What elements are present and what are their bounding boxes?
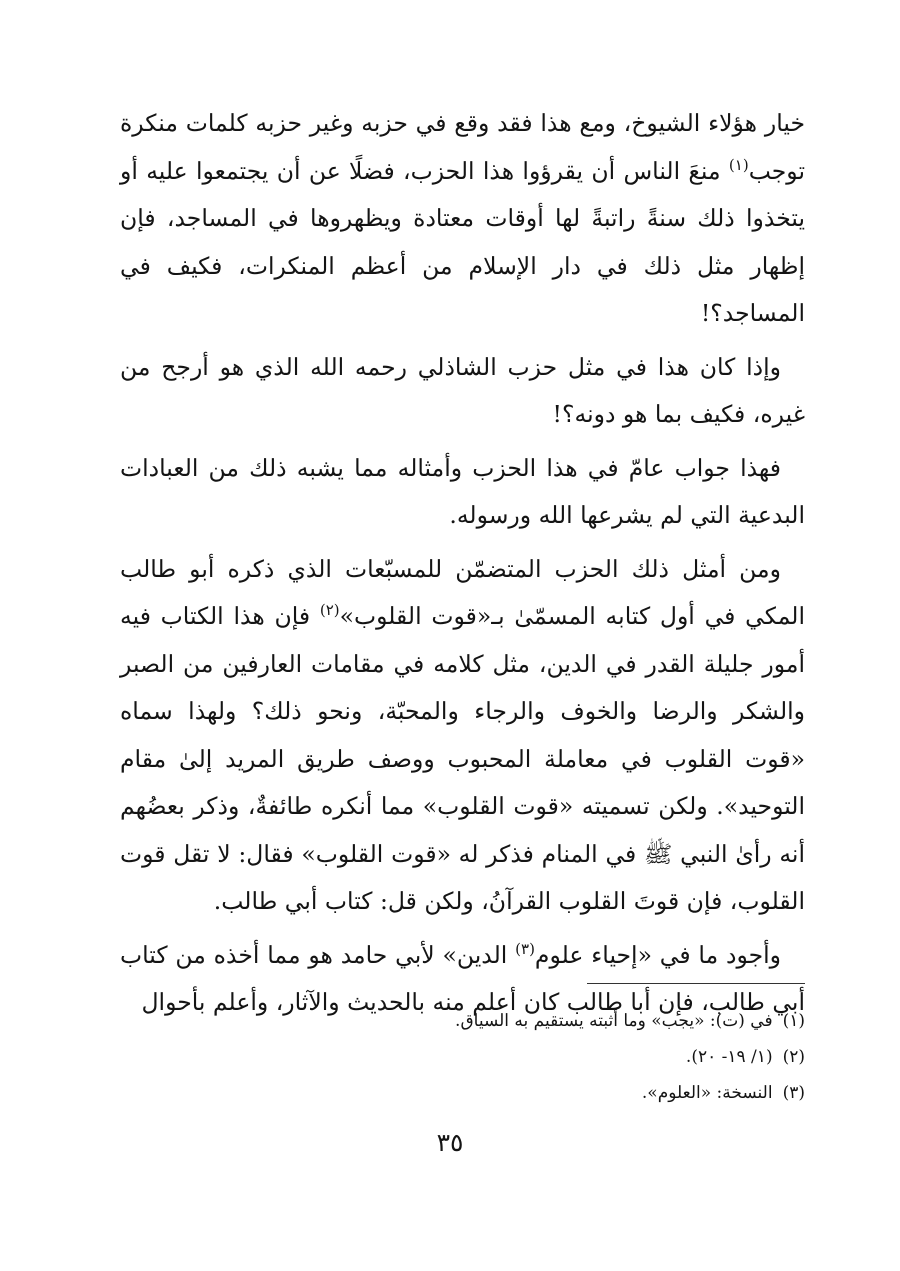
paragraph: [120, 445, 805, 540]
footnotes: [120, 1003, 805, 1111]
paragraph-text: فهذا جواب عامّ في هذا الحزب وأمثاله مما يشبه ذلك من العبادات البدعية التي لم يشرعها الله ورسوله.: [120, 453, 805, 529]
footnote-1: [120, 1003, 805, 1039]
paragraph-text: منعَ الناس أن يقرؤوا هذا الحزب، فضلًا عن أن يجتمعوا عليه أو يتخذوا ذلك سنةً راتبةً لها أوقات معتادة ويظهروها في المساجد، فإن إظهار مثل ذلك في دار الإسلام من أعظم المنكرات، فكيف في المساجد؟!: [120, 156, 805, 327]
footnote-number: (٣): [782, 1083, 805, 1103]
footnote-3: [120, 1075, 805, 1111]
paragraph: [120, 344, 805, 439]
footnote-marker: (٣): [515, 939, 535, 958]
footnote-text: (١/ ١٩- ٢٠).: [685, 1047, 773, 1067]
footnote-2: [120, 1039, 805, 1075]
footnote-divider: [587, 983, 805, 984]
paragraph-text: فإن هذا الكتاب فيه أمور جليلة القدر في الدين، مثل كلامه في مقامات العارفين من الصبر والشكر والرضا والخوف والرجاء والمحبّة، ونحو ذلك؟ ولهذا سماه «قوت القلوب في معاملة المحبوب ووصف طريق المريد إلىٰ مقام التوحيد». ولكن تسميته «قوت القلوب» مما أنكره طائفةٌ، وذكر بعضُهم أنه رأىٰ النبي ﷺ في المنام فذكر له «قوت القلوب» فقال: لا تقل قوت القلوب، فإن قوتَ القلوب القرآنُ، ولكن قل: كتاب أبي طالب.: [120, 602, 805, 915]
footnote-marker: (١): [728, 155, 749, 174]
footnote-number: (١): [782, 1011, 805, 1031]
body-text: [120, 100, 805, 1027]
paragraph-text: وإذا كان هذا في مثل حزب الشاذلي رحمه الله الذي هو أرجح من غيره، فكيف بما هو دونه؟!: [120, 352, 805, 428]
paragraph: [120, 100, 805, 338]
paragraph-text: وأجود ما في «إحياء علوم: [534, 940, 782, 969]
footnote-number: (٢): [782, 1047, 805, 1067]
paragraph: [120, 546, 805, 926]
footnote-text: النسخة: «العلوم».: [641, 1083, 773, 1103]
footnote-marker: (٢): [319, 601, 340, 620]
paragraph-text: خيار هؤلاء الشيوخ، ومع هذا فقد وقع في حزبه وغير حزبه كلمات منكرة توجب: [120, 109, 805, 185]
paragraph-text: الدين» لأبي حامد هو مما أخذه من كتاب أبي طالب، فإن أبا طالب كان أعلم منه بالحديث والآثار، وأعلم بأحوال: [120, 940, 805, 1016]
footnote-text: في (ت): «يجب» وما أثبته يستقيم به السياق.: [455, 1011, 773, 1031]
page-number: ٣٥: [436, 1128, 464, 1157]
paragraph-text: ومن أمثل ذلك الحزب المتضمّن للمسبّعات الذي ذكره أبو طالب المكي في أول كتابه المسمّىٰ بـ«قوت القلوب»: [120, 554, 805, 630]
